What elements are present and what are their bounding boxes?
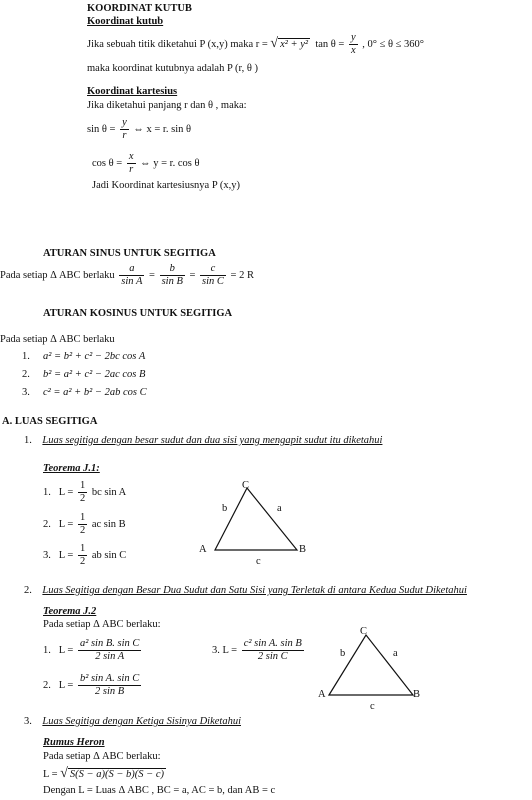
cos-den: r [129, 164, 134, 175]
triangle1-vertex-c: C [242, 480, 250, 491]
t2-num: 3. [212, 644, 220, 656]
theorem-2-item-3 [212, 638, 306, 663]
sine-f3-den: sin C [202, 276, 224, 287]
t1-lhs: L = [58, 549, 74, 561]
cosine-item-num: 3. [22, 387, 30, 398]
t1-frac-num: 1 [79, 512, 86, 523]
sine-f2-den: sin B [161, 276, 183, 287]
theorem-2-title: Teorema J.2 [43, 606, 97, 617]
case3-num: 3. [24, 716, 32, 727]
theorem-1-item-1 [43, 480, 126, 505]
t1-num: 1. [43, 486, 51, 498]
triangle1-vertex-b: B [299, 544, 307, 555]
t1-frac-den: 2 [79, 493, 86, 504]
triangle2-vertex-c: C [360, 626, 368, 637]
t2-frac-num: a² sin B. sin C [79, 638, 140, 649]
cosine-rule-prefix: Pada setiap Δ ABC berlaku [0, 334, 115, 345]
theorem-2-item-1 [43, 638, 143, 663]
cosine-item-num: 1. [22, 351, 30, 362]
t2-frac-num: b² sin A. sin C [79, 673, 140, 684]
theorem-2-intro: Pada setiap Δ ABC berlaku: [43, 619, 161, 630]
case1-num: 1. [24, 435, 32, 446]
theorem-2-item-2 [43, 673, 143, 698]
sine-rule-prefix: Pada setiap Δ ABC berlaku [0, 269, 115, 281]
case3-text: Luas Segitiga dengan Ketiga Sisinya Diketahui [42, 716, 241, 727]
theorem-1-item-3 [43, 543, 126, 568]
t1-num: 3. [43, 549, 51, 561]
cosine-item-num: 2. [22, 369, 30, 380]
cos-lhs: cos θ = [92, 157, 123, 169]
area-case-2 [24, 585, 467, 596]
heron-sqrt: S(S − a)(S − b)(S − c) [69, 769, 165, 780]
polar-line1-prefix: Jika sebuah titik diketahui P (x,y) maka r = [87, 38, 268, 50]
t1-num: 2. [43, 518, 51, 530]
sine-suffix: = 2 R [230, 269, 254, 281]
sin-rhs: ⇔ x = r. sin θ [133, 123, 192, 135]
t2-frac-num: c² sin A. sin B [243, 638, 302, 649]
polar-sqrt: x² + y² [280, 38, 309, 50]
triangle1-side-a: a [277, 503, 282, 514]
sine-eq2: = [189, 269, 196, 281]
triangle2-vertex-a: A [318, 689, 326, 700]
sine-f1-den: sin A [121, 276, 143, 287]
polar-title: KOORDINAT KUTUB [87, 3, 192, 14]
cartesian-subtitle: Koordinat kartesius [87, 86, 178, 97]
sin-lhs: sin θ = [87, 123, 116, 135]
t2-frac-den: 2 sin A [95, 651, 125, 662]
triangle2-side-c: c [370, 701, 375, 712]
sine-rule-title: ATURAN SINUS UNTUK SEGITIGA [43, 248, 216, 259]
sine-eq1: = [149, 269, 155, 281]
theorem-1-title: Teorema J.1: [43, 463, 100, 474]
heron-intro: Pada setiap Δ ABC berlaku: [43, 751, 161, 762]
area-title: A. LUAS SEGITIGA [2, 416, 98, 427]
triangle2-side-a: a [393, 648, 398, 659]
triangle-shape [215, 488, 297, 550]
triangle1-side-c: c [256, 556, 261, 567]
t1-rhs: bc sin A [91, 486, 127, 498]
polar-tan-den: x [350, 45, 356, 56]
cartesian-intro: Jika diketahui panjang r dan θ , maka: [87, 100, 247, 111]
cos-num: x [128, 151, 134, 162]
t2-lhs: L = [222, 644, 238, 656]
heron-formula: L = √ S(S − a)(S − b)(S − c) [43, 766, 165, 781]
polar-formula-line: Jika sebuah titik diketahui P (x,y) maka r = √ x² + y² tan θ = $\frac{y}{x}$ , 0° ≤ θ ≤ 360° [87, 32, 424, 56]
t2-frac-den: 2 sin B [95, 686, 125, 697]
sine-rule-line [0, 263, 254, 288]
area-case-1 [24, 435, 382, 446]
triangle-shape [329, 635, 413, 695]
case1-text: Luas segitiga dengan besar sudut dan dua sisi yang mengapit sudut itu diketahui [42, 435, 383, 446]
cosine-rule-title: ATURAN KOSINUS UNTUK SEGITIGA [43, 308, 233, 319]
t1-frac-den: 2 [79, 556, 86, 567]
t2-lhs: L = [58, 644, 74, 656]
t2-lhs: L = [58, 679, 74, 691]
polar-subtitle: Koordinat kutub [87, 16, 164, 27]
sine-f1-num: a [119, 263, 144, 276]
t1-lhs: L = [58, 518, 74, 530]
triangle-diagram-2 [315, 625, 435, 715]
t1-frac-num: 1 [79, 480, 86, 491]
triangle2-vertex-b: B [413, 689, 421, 700]
cosine-item-3 [22, 387, 147, 398]
case2-text: Luas Segitiga dengan Besar Dua Sudut dan Satu Sisi yang Terletak di antara Kedua Sudut Diketahui [42, 585, 467, 596]
triangle-diagram-1 [195, 478, 315, 568]
triangle2-side-b: b [340, 648, 346, 659]
polar-tan-num: y [350, 32, 356, 43]
heron-title: Rumus Heron [43, 737, 105, 748]
t2-num: 1. [43, 644, 51, 656]
triangle1-side-b: b [222, 503, 228, 514]
t2-num: 2. [43, 679, 51, 691]
polar-range: , 0° ≤ θ ≤ 360° [362, 38, 424, 50]
cosine-item-formula: c² = a² + b² − 2ab cos C [43, 387, 147, 398]
t1-frac-den: 2 [79, 525, 86, 536]
heron-lhs: L = [43, 769, 58, 780]
cartesian-cos-line [92, 151, 200, 176]
triangle1-vertex-a: A [199, 544, 207, 555]
sine-f2-num: b [160, 263, 185, 276]
t1-rhs: ab sin C [91, 549, 127, 561]
theorem-1-item-2 [43, 512, 126, 537]
cosine-item-formula: b² = a² + c² − 2ac cos B [43, 369, 146, 380]
case2-num: 2. [24, 585, 32, 596]
polar-tan-label: tan θ = [315, 38, 345, 50]
sin-num: y [122, 117, 127, 128]
sin-den: r [122, 130, 127, 141]
t1-frac-num: 1 [79, 543, 86, 554]
cosine-item-2 [22, 369, 145, 380]
polar-line2: maka koordinat kutubnya adalah P (r, θ ) [87, 63, 259, 74]
cosine-item-formula: a² = b² + c² − 2bc cos A [43, 351, 146, 362]
area-case-3 [24, 716, 241, 727]
sine-f3-num: c [200, 263, 226, 276]
cartesian-sin-line [87, 117, 191, 142]
cos-rhs: ⇔ y = r. cos θ [140, 157, 200, 169]
heron-note: Dengan L = Luas Δ ABC , BC = a, AC = b, dan AB = c [43, 785, 276, 796]
t1-rhs: ac sin B [91, 518, 126, 530]
t1-lhs: L = [58, 486, 74, 498]
cartesian-result: Jadi Koordinat kartesiusnya P (x,y) [92, 180, 241, 191]
cosine-item-1 [22, 351, 145, 362]
t2-frac-den: 2 sin C [257, 651, 288, 662]
